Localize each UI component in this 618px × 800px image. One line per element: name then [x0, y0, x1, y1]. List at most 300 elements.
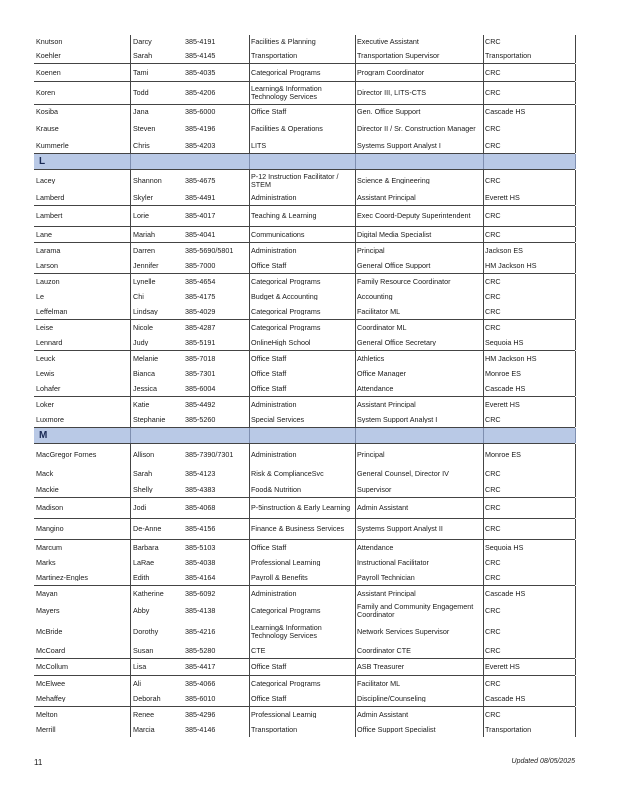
column-rule	[483, 82, 484, 104]
department-cell: Categorical Programs	[251, 307, 321, 316]
location-cell: Cascade HS	[485, 108, 526, 116]
job-title-cell: Admin Assistant	[357, 710, 409, 719]
directory-row	[34, 707, 575, 722]
department-cell: Administration	[251, 400, 297, 409]
first-name-cell: Jana	[133, 108, 149, 116]
column-rule	[355, 707, 356, 722]
column-rule	[130, 243, 131, 258]
column-rule	[483, 154, 484, 169]
job-title-cell: Attendance	[357, 543, 394, 552]
directory-row	[34, 351, 575, 366]
column-rule	[130, 274, 131, 289]
last-name-cell: Koehler	[36, 52, 61, 60]
last-name-cell: Koren	[36, 89, 56, 97]
column-rule	[483, 570, 484, 585]
column-rule	[575, 274, 576, 289]
phone-cell: 385-4417	[185, 663, 216, 671]
first-name-cell: Edith	[133, 573, 150, 582]
phone-cell: 385-4206	[185, 89, 216, 97]
phone-cell: 385-5103	[185, 543, 216, 552]
column-rule	[249, 381, 250, 396]
column-rule	[575, 707, 576, 722]
location-cell: Everett HS	[485, 400, 520, 409]
column-rule	[355, 206, 356, 226]
location-cell: Cascade HS	[485, 694, 526, 703]
location-cell: CRC	[485, 646, 501, 655]
department-cell: Office Staff	[251, 694, 287, 703]
location-cell: CRC	[485, 628, 501, 636]
first-name-cell: Jodi	[133, 504, 147, 512]
column-rule	[249, 154, 250, 169]
column-rule	[575, 482, 576, 497]
column-rule	[483, 320, 484, 335]
first-name-cell: Sarah	[133, 470, 153, 478]
location-cell: Everett HS	[485, 194, 520, 202]
first-name-cell: Darren	[133, 246, 155, 255]
column-rule	[575, 289, 576, 304]
column-rule	[130, 170, 131, 191]
column-rule	[575, 444, 576, 466]
last-name-cell: Knutson	[36, 38, 63, 46]
directory-row	[34, 320, 575, 335]
column-rule	[249, 482, 250, 497]
column-rule	[130, 49, 131, 63]
column-rule	[575, 227, 576, 242]
column-rule	[355, 540, 356, 555]
job-title-cell: Accounting	[357, 292, 393, 301]
first-name-cell: Ali	[133, 679, 141, 688]
column-rule	[483, 243, 484, 258]
directory-row	[34, 498, 575, 519]
column-rule	[355, 570, 356, 585]
column-rule	[355, 139, 356, 153]
department-cell: Categorical Programs	[251, 607, 321, 615]
phone-cell: 385-4203	[185, 142, 216, 150]
job-title-cell: Systems Support Analyst II	[357, 525, 443, 533]
last-name-cell: Leuck	[36, 354, 56, 363]
last-name-cell: Luxmore	[36, 415, 64, 424]
department-cell: Facilities & Operations	[251, 125, 323, 133]
column-rule	[575, 397, 576, 412]
phone-cell: 385-4035	[185, 68, 216, 77]
location-cell: Transportation	[485, 725, 532, 734]
directory-row	[34, 444, 575, 466]
job-title-cell: Supervisor	[357, 485, 392, 494]
last-name-cell: Leffelman	[36, 307, 68, 316]
location-cell: Sequoia HS	[485, 543, 524, 552]
column-rule	[483, 482, 484, 497]
column-rule	[483, 601, 484, 621]
department-cell: Payroll & Benefits	[251, 573, 308, 582]
job-title-cell: Facilitator ML	[357, 307, 401, 316]
directory-row	[34, 366, 575, 381]
column-rule	[575, 170, 576, 191]
location-cell: Transportation	[485, 52, 532, 60]
column-rule	[483, 49, 484, 63]
column-rule	[575, 191, 576, 205]
column-rule	[483, 691, 484, 706]
department-cell: LITS	[251, 142, 267, 150]
column-rule	[130, 206, 131, 226]
column-rule	[483, 206, 484, 226]
directory-row	[34, 191, 575, 206]
department-cell: Food& Nutrition	[251, 485, 301, 494]
column-rule	[483, 366, 484, 381]
first-name-cell: Jessica	[133, 384, 157, 393]
column-rule	[249, 320, 250, 335]
column-rule	[483, 519, 484, 539]
column-rule	[575, 82, 576, 104]
column-rule	[130, 304, 131, 319]
column-rule	[249, 351, 250, 366]
first-name-cell: Chris	[133, 142, 150, 150]
column-rule	[130, 289, 131, 304]
phone-cell: 385-7000	[185, 261, 216, 270]
section-letter-header	[34, 428, 575, 444]
column-rule	[355, 722, 356, 737]
job-title-cell: Assistant Principal	[357, 400, 416, 409]
first-name-cell: Katie	[133, 400, 150, 409]
department-cell: Administration	[251, 589, 297, 598]
column-rule	[575, 428, 576, 443]
column-rule	[575, 555, 576, 570]
column-rule	[355, 466, 356, 482]
last-name-cell: Marcum	[36, 543, 62, 552]
column-rule	[483, 722, 484, 737]
last-name-cell: Merrill	[36, 725, 56, 734]
job-title-cell: Assistant Principal	[357, 194, 416, 202]
column-rule	[575, 466, 576, 482]
location-cell: Monroe ES	[485, 451, 521, 459]
location-cell: CRC	[485, 485, 501, 494]
column-rule	[355, 412, 356, 427]
job-title-cell: Transportation Supervisor	[357, 52, 440, 60]
column-rule	[355, 289, 356, 304]
column-rule	[483, 444, 484, 466]
column-rule	[249, 601, 250, 621]
column-rule	[575, 366, 576, 381]
directory-row	[34, 412, 575, 428]
column-rule	[355, 691, 356, 706]
directory-row	[34, 540, 575, 555]
location-cell: CRC	[485, 415, 501, 424]
column-rule	[249, 243, 250, 258]
job-title-cell: Office Manager	[357, 369, 407, 378]
phone-cell: 385-4196	[185, 125, 216, 133]
first-name-cell: Abby	[133, 607, 150, 615]
column-rule	[130, 320, 131, 335]
last-name-cell: McCollum	[36, 663, 68, 671]
job-title-cell: General Counsel, Director IV	[357, 470, 449, 478]
column-rule	[130, 428, 131, 443]
job-title-cell: Program Coordinator	[357, 68, 425, 77]
phone-cell: 385-4287	[185, 323, 216, 332]
column-rule	[575, 64, 576, 81]
column-rule	[249, 191, 250, 205]
phone-cell: 385-4175	[185, 292, 216, 301]
first-name-cell: Susan	[133, 646, 154, 655]
phone-cell: 385-4491	[185, 194, 216, 202]
job-title-cell: ASB Treasurer	[357, 663, 405, 671]
column-rule	[355, 119, 356, 139]
directory-row	[34, 170, 575, 191]
column-rule	[575, 258, 576, 273]
department-cell: Categorical Programs	[251, 323, 321, 332]
column-rule	[130, 412, 131, 427]
location-cell: Monroe ES	[485, 369, 521, 378]
column-rule	[130, 722, 131, 737]
location-cell: CRC	[485, 212, 501, 220]
column-rule	[483, 191, 484, 205]
last-name-cell: Lohafer	[36, 384, 61, 393]
column-rule	[249, 466, 250, 482]
phone-cell: 385-4138	[185, 607, 216, 615]
phone-cell: 385-6092	[185, 589, 216, 598]
location-cell: Everett HS	[485, 663, 520, 671]
phone-cell: 385-4492	[185, 400, 216, 409]
last-name-cell: Mayers	[36, 607, 60, 615]
column-rule	[130, 444, 131, 466]
column-rule	[575, 35, 576, 49]
job-title-cell: Athletics	[357, 354, 385, 363]
column-rule	[130, 381, 131, 396]
department-cell: Transportation	[251, 52, 298, 60]
column-rule	[355, 335, 356, 350]
location-cell: Sequoia HS	[485, 338, 524, 347]
staff-directory-table	[34, 35, 575, 737]
column-rule	[355, 586, 356, 601]
department-cell: OnlineHigh School	[251, 338, 311, 347]
column-rule	[130, 64, 131, 81]
column-rule	[249, 119, 250, 139]
department-cell: Office Staff	[251, 543, 287, 552]
column-rule	[575, 304, 576, 319]
column-rule	[130, 691, 131, 706]
location-cell: CRC	[485, 307, 501, 316]
column-rule	[483, 381, 484, 396]
phone-cell: 385-4068	[185, 504, 216, 512]
first-name-cell: Katherine	[133, 589, 164, 598]
column-rule	[355, 428, 356, 443]
column-rule	[575, 722, 576, 737]
column-rule	[130, 707, 131, 722]
phone-cell: 385-4041	[185, 230, 216, 239]
column-rule	[355, 64, 356, 81]
phone-cell: 385-6000	[185, 108, 216, 116]
last-name-cell: McCoard	[36, 646, 66, 655]
directory-row	[34, 274, 575, 289]
last-name-cell: Madison	[36, 504, 64, 512]
job-title-cell: Office Support Specialist	[357, 725, 436, 734]
phone-cell: 385-4216	[185, 628, 216, 636]
column-rule	[130, 397, 131, 412]
department-cell: Risk & ComplianceSvc	[251, 470, 324, 478]
job-title-cell: Facilitator ML	[357, 679, 401, 688]
column-rule	[249, 289, 250, 304]
column-rule	[249, 722, 250, 737]
column-rule	[355, 444, 356, 466]
last-name-cell: Mehaffey	[36, 694, 66, 703]
column-rule	[483, 335, 484, 350]
job-title-cell: Science & Engineering	[357, 176, 430, 185]
last-name-cell: Mangino	[36, 525, 64, 533]
first-name-cell: Allison	[133, 451, 155, 459]
last-name-cell: Kummerle	[36, 142, 69, 150]
phone-cell: 385-4066	[185, 679, 216, 688]
column-rule	[130, 82, 131, 104]
column-rule	[249, 570, 250, 585]
job-title-cell: Admin Assistant	[357, 504, 409, 512]
directory-row	[34, 601, 575, 621]
location-cell: CRC	[485, 277, 501, 286]
column-rule	[249, 35, 250, 49]
column-rule	[130, 154, 131, 169]
column-rule	[249, 540, 250, 555]
column-rule	[575, 621, 576, 643]
location-cell: Cascade HS	[485, 384, 526, 393]
job-title-cell: Executive Assistant	[357, 38, 419, 46]
column-rule	[575, 320, 576, 335]
last-name-cell: Larson	[36, 261, 58, 270]
column-rule	[483, 466, 484, 482]
last-name-cell: Mayan	[36, 589, 58, 598]
department-cell: Budget & Accounting	[251, 292, 318, 301]
directory-row	[34, 555, 575, 570]
column-rule	[130, 570, 131, 585]
job-title-cell: Digital Media Specialist	[357, 230, 432, 239]
directory-row	[34, 519, 575, 540]
directory-row	[34, 258, 575, 274]
first-name-cell: Sarah	[133, 52, 153, 60]
column-rule	[575, 691, 576, 706]
directory-row	[34, 482, 575, 498]
column-rule	[483, 119, 484, 139]
department-cell: Office Staff	[251, 354, 287, 363]
column-rule	[575, 105, 576, 119]
column-rule	[575, 206, 576, 226]
phone-cell: 385-4145	[185, 52, 216, 60]
phone-cell: 385-6004	[185, 384, 216, 393]
directory-row	[34, 335, 575, 351]
column-rule	[130, 659, 131, 675]
column-rule	[355, 381, 356, 396]
column-rule	[483, 258, 484, 273]
column-rule	[249, 397, 250, 412]
directory-row	[34, 570, 575, 586]
phone-cell: 385-7018	[185, 354, 216, 363]
location-cell: CRC	[485, 558, 501, 567]
column-rule	[249, 304, 250, 319]
phone-cell: 385-7390/7301	[185, 451, 234, 459]
department-cell: Administration	[251, 194, 297, 202]
first-name-cell: Jennifer	[133, 261, 159, 270]
first-name-cell: Lisa	[133, 663, 147, 671]
phone-cell: 385-5260	[185, 415, 216, 424]
column-rule	[483, 139, 484, 153]
column-rule	[575, 498, 576, 518]
first-name-cell: Renee	[133, 710, 155, 719]
phone-cell: 385-7301	[185, 369, 216, 378]
column-rule	[483, 351, 484, 366]
column-rule	[249, 498, 250, 518]
directory-row	[34, 119, 575, 139]
directory-row	[34, 82, 575, 105]
column-rule	[249, 586, 250, 601]
location-cell: CRC	[485, 38, 501, 46]
department-cell: Categorical Programs	[251, 68, 321, 77]
last-name-cell: Lambert	[36, 212, 63, 220]
first-name-cell: Mariah	[133, 230, 155, 239]
column-rule	[355, 258, 356, 273]
column-rule	[130, 105, 131, 119]
column-rule	[249, 170, 250, 191]
location-cell: CRC	[485, 710, 501, 719]
location-cell: HM Jackson HS	[485, 354, 537, 363]
directory-row	[34, 206, 575, 227]
job-title-cell: Family Resource Coordinator	[357, 277, 451, 286]
page-number: 11	[34, 758, 43, 767]
first-name-cell: Judy	[133, 338, 149, 347]
column-rule	[355, 82, 356, 104]
location-cell: CRC	[485, 607, 501, 615]
last-name-cell: Melton	[36, 710, 58, 719]
location-cell: CRC	[485, 176, 501, 185]
job-title-cell: Systems Support Analyst I	[357, 142, 441, 150]
column-rule	[575, 154, 576, 169]
column-rule	[355, 621, 356, 643]
department-cell: Office Staff	[251, 108, 287, 116]
last-name-cell: MacGregor Fornes	[36, 451, 97, 459]
column-rule	[575, 412, 576, 427]
column-rule	[130, 191, 131, 205]
directory-row	[34, 243, 575, 258]
first-name-cell: Shelly	[133, 485, 153, 494]
column-rule	[355, 105, 356, 119]
job-title-cell: Coordinator CTE	[357, 646, 411, 655]
column-rule	[575, 586, 576, 601]
directory-row	[34, 64, 575, 82]
column-rule	[249, 64, 250, 81]
column-rule	[130, 35, 131, 49]
first-name-cell: Todd	[133, 89, 149, 97]
column-rule	[483, 170, 484, 191]
department-cell: Teaching & Learning	[251, 212, 317, 220]
column-rule	[575, 335, 576, 350]
column-rule	[575, 540, 576, 555]
job-title-cell: Payroll Technician	[357, 573, 415, 582]
column-rule	[130, 335, 131, 350]
column-rule	[355, 366, 356, 381]
location-cell: Cascade HS	[485, 589, 526, 598]
column-rule	[249, 676, 250, 691]
column-rule	[249, 274, 250, 289]
department-cell: Learning& Information Technology Services	[251, 624, 322, 640]
column-rule	[249, 366, 250, 381]
column-rule	[249, 691, 250, 706]
column-rule	[249, 139, 250, 153]
section-letter-header	[34, 154, 575, 170]
column-rule	[249, 621, 250, 643]
department-cell: Office Staff	[251, 663, 287, 671]
column-rule	[249, 49, 250, 63]
directory-row	[34, 691, 575, 707]
job-title-cell: Family and Community Engagement Coordinator	[357, 603, 474, 619]
column-rule	[483, 227, 484, 242]
first-name-cell: Deborah	[133, 694, 161, 703]
first-name-cell: Steven	[133, 125, 156, 133]
directory-row	[34, 35, 575, 49]
column-rule	[355, 170, 356, 191]
